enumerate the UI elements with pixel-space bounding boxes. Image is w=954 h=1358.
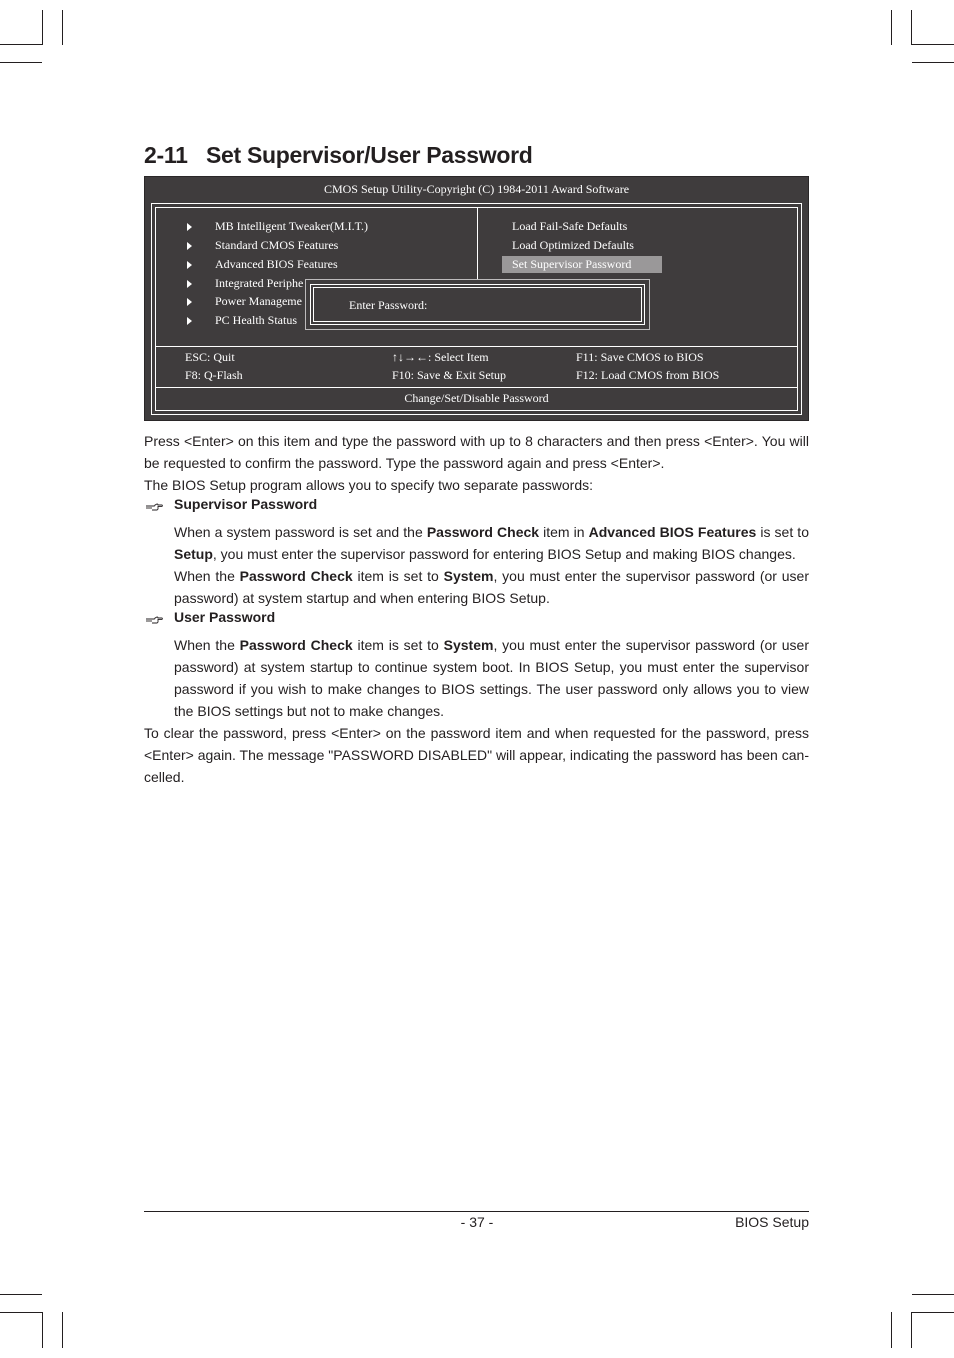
bios-divider [155, 387, 798, 388]
bios-help-text: Change/Set/Disable Password [404, 391, 549, 405]
menu-item-set-supervisor-password[interactable]: Set Supervisor Password [512, 257, 632, 271]
password-dialog[interactable] [305, 279, 650, 330]
crop-mark [42, 1312, 43, 1348]
supervisor-password-heading: Supervisor Password [174, 496, 318, 512]
key-f8: F8: Q-Flash [185, 368, 243, 382]
menu-item-integrated-peripherals[interactable]: Integrated Periphe [215, 276, 304, 290]
paragraph: When a system password is set and the Password Check item in Advanced BIOS Features is set to Setup, you must enter the supervisor password for entering BIOS Setup and making BIOS changes. [174, 524, 809, 562]
bios-screen [144, 176, 809, 421]
user-password-heading: User Password [174, 609, 276, 625]
crop-mark [911, 10, 912, 45]
paragraph: The BIOS Setup program allows you to specify two separate passwords: [144, 477, 593, 493]
menu-item-pc-health[interactable]: PC Health Status [215, 313, 298, 327]
crop-mark [891, 10, 892, 45]
paragraph: To clear the password, press <Enter> on the password item and when requested for the password, press <Enter> again. The message "PASSWORD DISABLED" will appear, indicating the password has been can-celled. [144, 725, 809, 785]
crop-mark [0, 1312, 42, 1313]
key-f12: F12: Load CMOS from BIOS [576, 368, 720, 382]
crop-mark [0, 44, 42, 45]
pointing-hand-icon [145, 615, 163, 625]
intro-text [144, 430, 809, 496]
footer-section-name: BIOS Setup [735, 1214, 809, 1230]
menu-item-load-optimized[interactable]: Load Optimized Defaults [512, 238, 634, 252]
menu-item-power-management[interactable]: Power Manageme [215, 294, 302, 308]
submenu-arrow-icon [187, 280, 192, 288]
paragraph: When the Password Check item is set to System, you must enter the supervisor password (or user password) at system startup and when entering BIOS Setup. [174, 568, 809, 606]
crop-mark [891, 1312, 892, 1348]
bios-header: CMOS Setup Utility-Copyright (C) 1984-2011 Award Software [323, 182, 630, 196]
submenu-arrow-icon [187, 223, 192, 231]
submenu-arrow-icon [187, 298, 192, 306]
menu-item-load-fail-safe[interactable]: Load Fail-Safe Defaults [512, 219, 628, 233]
section-title-text: Set Supervisor/User Password [206, 142, 533, 168]
crop-mark [0, 1294, 42, 1295]
submenu-arrow-icon [187, 261, 192, 269]
user-description [174, 634, 809, 722]
key-f11: F11: Save CMOS to BIOS [576, 350, 704, 364]
page-title [144, 142, 533, 169]
submenu-arrow-icon [187, 317, 192, 325]
crop-mark [912, 1312, 954, 1313]
key-f10: F10: Save & Exit Setup [392, 368, 506, 382]
password-prompt: Enter Password: [349, 298, 428, 312]
pointing-hand-icon [145, 502, 163, 512]
footer-rule [144, 1211, 809, 1212]
section-number: 2-11 [144, 142, 188, 168]
clear-password-text [144, 722, 809, 788]
bios-divider [155, 346, 798, 347]
crop-mark [42, 10, 43, 45]
menu-item-mit[interactable]: MB Intelligent Tweaker(M.I.T.) [215, 219, 369, 233]
key-arrows: ↑↓→←: Select Item [392, 350, 489, 364]
crop-mark [912, 1294, 954, 1295]
crop-mark [0, 62, 42, 63]
key-esc: ESC: Quit [185, 350, 235, 364]
paragraph: Press <Enter> on this item and type the password with up to 8 characters and then press <Enter>. You will be requested to confirm the password. Type the password again and press <Enter>. [144, 433, 809, 471]
crop-mark [911, 1312, 912, 1348]
page-number: - 37 - [460, 1214, 494, 1230]
crop-mark [62, 10, 63, 45]
paragraph: When the Password Check item is set to System, you must enter the supervisor password (or user password) at system startup to continue system boot. In BIOS Setup, you must enter the supervisor password if you wish to make changes to BIOS settings. The user password only allows you to view the BIOS settings but not to make changes. [174, 637, 809, 719]
menu-item-advanced-bios[interactable]: Advanced BIOS Features [215, 257, 338, 271]
supervisor-description [174, 521, 809, 609]
menu-item-standard-cmos[interactable]: Standard CMOS Features [215, 238, 339, 252]
submenu-arrow-icon [187, 242, 192, 250]
crop-mark [62, 1312, 63, 1348]
crop-mark [912, 62, 954, 63]
crop-mark [912, 44, 954, 45]
